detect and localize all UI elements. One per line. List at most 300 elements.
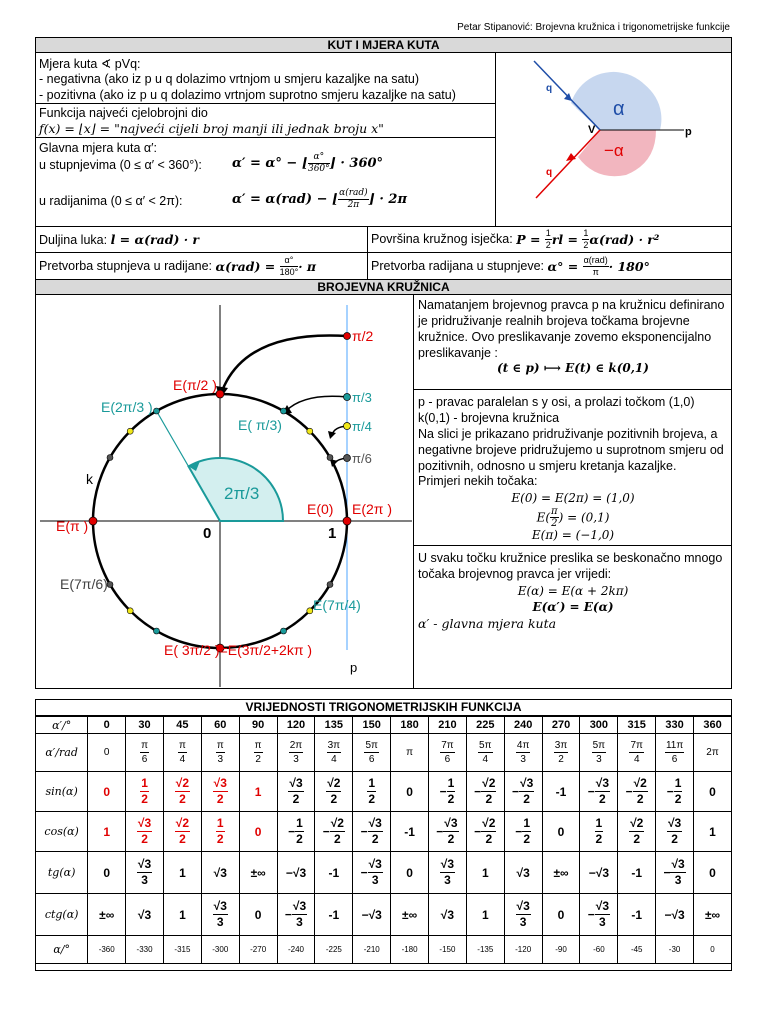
table-cell <box>429 734 467 772</box>
fraction <box>137 857 152 888</box>
circle-para3: Na slici je prikazano pridruživanje pozitivnih brojeva, a negativne brojeve pridružujemo u suprotnom smjeru od pozitivnih, odnosno u smjeru kretanja kazaljke. <box>418 427 724 473</box>
fraction-numerator: √3 <box>292 899 307 913</box>
fraction-denominator: 2 <box>216 832 224 846</box>
fraction <box>595 899 610 930</box>
point-7pi6 <box>107 582 113 588</box>
table-cell <box>429 812 467 852</box>
minus-sign: − <box>663 865 671 880</box>
fraction <box>554 739 568 766</box>
fraction-denominator: 2 <box>485 792 493 806</box>
example-3: E(π) = (−1,0) <box>531 528 615 542</box>
row-header: cos(α) <box>36 812 88 852</box>
table-cell: ±∞ <box>542 852 580 894</box>
fraction <box>292 899 307 930</box>
angle-measure-line1: Mjera kuta ∢ pVq: <box>39 57 141 71</box>
fraction-numerator: π <box>141 740 148 751</box>
label-e-7pi6: E(7π/6) <box>60 576 108 592</box>
circle-para1-formula: (t ∈ p) ⟼ E(t) ∈ k(0,1) <box>497 361 649 375</box>
fraction-numerator: π <box>216 740 224 751</box>
minus-sign: − <box>512 784 520 799</box>
fraction <box>295 816 304 847</box>
table-cell <box>277 812 315 852</box>
fraction <box>175 816 190 847</box>
table-cell: -120 <box>504 936 542 964</box>
fraction-numerator: √3 <box>368 816 382 830</box>
label-e-pi2: E(π/2 ) <box>173 377 217 393</box>
example-1: E(0) = E(2π) = (1,0) <box>511 491 635 505</box>
header-note: Petar Stipanović: Brojevna kružnica i trigonometrijske funkcije <box>457 22 730 33</box>
point-pi4 <box>307 428 313 434</box>
main-measure-deg-formula: α′ = α° − ⌊ $\frac{\alpha^\circ}{360^\circ}$ ⌋ · 360° <box>232 152 384 174</box>
fraction <box>213 899 228 930</box>
main-measure-deg-label: u stupnjevima (0 ≤ α′ < 360°): <box>39 158 202 172</box>
minus-sign: − <box>288 824 296 839</box>
fraction <box>516 739 530 766</box>
text-divider-2 <box>413 545 732 546</box>
fraction <box>519 776 534 807</box>
table-cell: -1 <box>618 852 656 894</box>
section-title-circle: BROJEVNA KRUŽNICA <box>35 279 732 295</box>
fraction-denominator: 2 <box>255 754 261 765</box>
label-e-7pi4: E(7π/4) <box>313 597 361 613</box>
fraction-denominator: 4 <box>179 754 186 765</box>
fraction-numerator: √2 <box>327 776 341 790</box>
table-cell: 1 <box>88 812 126 852</box>
fraction-numerator: √3 <box>520 776 534 790</box>
label-neg-alpha: −α <box>604 141 624 160</box>
table-cell: ±∞ <box>694 894 732 936</box>
circle-para2b: k(0,1) - brojevna kružnica <box>418 411 560 425</box>
point-pi2 <box>216 390 224 398</box>
fraction <box>674 776 683 807</box>
fraction-numerator: √2 <box>175 816 190 830</box>
table-cell: -135 <box>466 936 504 964</box>
fraction-numerator: √3 <box>213 776 227 790</box>
fraction-numerator: π <box>178 740 186 751</box>
fraction-numerator: 3π <box>554 740 568 751</box>
table-cell: 0 <box>694 936 732 964</box>
section-title-trig: VRIJEDNOSTI TRIGONOMETRIJSKIH FUNKCIJA <box>35 699 732 716</box>
table-cell: -225 <box>315 936 353 964</box>
table-cell <box>580 772 618 812</box>
fraction-denominator: 4 <box>482 754 489 765</box>
fraction-numerator: √3 <box>667 816 682 830</box>
table-cell <box>126 734 164 772</box>
table-cell: 0 <box>88 852 126 894</box>
fraction <box>478 739 492 766</box>
fraction <box>140 776 149 807</box>
fraction <box>633 776 648 807</box>
table-cell <box>126 772 164 812</box>
fraction-denominator: 2 <box>371 832 379 846</box>
table-cell <box>201 812 239 852</box>
fraction-numerator: √3 <box>595 899 609 913</box>
fraction-denominator: 2 <box>558 754 564 765</box>
table-cell <box>656 734 694 772</box>
fraction-denominator: 6 <box>444 754 451 765</box>
table-cell: √3 <box>429 894 467 936</box>
arrow-curve-pi3 <box>286 396 347 411</box>
fraction-numerator: 7π <box>441 740 454 751</box>
fraction-denominator: 2 <box>595 832 603 846</box>
table-cell: 1 <box>466 894 504 936</box>
row-header: tg(α) <box>36 852 88 894</box>
fraction-numerator: √3 <box>368 857 382 871</box>
fraction <box>175 776 190 807</box>
table-cell: -90 <box>542 936 580 964</box>
fraction-numerator: 3π <box>327 740 341 751</box>
fraction <box>326 776 341 807</box>
circle-divider <box>413 294 414 689</box>
fraction-denominator: 3 <box>141 873 148 887</box>
point-11pi6 <box>327 582 333 588</box>
fraction <box>440 857 455 888</box>
table-row <box>36 734 732 772</box>
minus-sign: − <box>284 907 292 922</box>
table-cell: 0 <box>542 894 580 936</box>
fraction <box>595 816 604 847</box>
label-angle: 2π/3 <box>224 484 260 503</box>
deg-to-rad: Pretvorba stupnjeva u radijane: α(rad) = $\frac{\alpha^\circ}{180^\circ}$ · π <box>39 255 317 277</box>
table-cell: 210 <box>429 717 467 734</box>
table-row <box>36 852 732 894</box>
fraction <box>289 739 303 766</box>
label-k: k <box>86 471 93 487</box>
number-circle-figure <box>36 295 412 688</box>
rad-to-deg: Pretvorba radijana u stupnjeve: α° = α(rad) π · 180° <box>371 255 650 277</box>
p-point-pi3 <box>344 394 351 401</box>
minus-sign: − <box>587 907 595 922</box>
angle-measure-line3: - pozitivna (ako iz p u q dolazimo vrtnjom suprotno smjeru kazaljke na satu) <box>39 88 456 102</box>
table-cell <box>429 772 467 812</box>
fraction <box>481 816 496 847</box>
row-header: α/° <box>36 936 88 964</box>
fraction-numerator: π <box>254 740 262 751</box>
table-cell <box>656 852 694 894</box>
fraction <box>595 776 610 807</box>
fraction <box>216 739 225 766</box>
main-measure-rad-formula: α′ = α(rad) − ⌊ α(rad) 2π ⌋ · 2π <box>232 188 407 210</box>
point-pi6 <box>327 455 333 461</box>
label-e-2pi3: E(2π/3 ) <box>101 399 153 415</box>
table-cell: 0 <box>88 772 126 812</box>
fraction-denominator: 3 <box>596 754 602 765</box>
fraction-numerator: 5π <box>479 740 492 751</box>
table-cell: 60 <box>201 717 239 734</box>
table-cell <box>618 734 656 772</box>
table-cell: -1 <box>542 772 580 812</box>
table-cell: 0 <box>542 812 580 852</box>
label-one: 1 <box>328 525 337 542</box>
table-cell: 120 <box>277 717 315 734</box>
fraction <box>481 776 496 807</box>
fraction-numerator: √3 <box>440 857 455 871</box>
table-cell: 0 <box>88 717 126 734</box>
fraction <box>667 816 682 847</box>
fraction-numerator: 1 <box>368 776 376 790</box>
point-4pi3 <box>154 628 160 634</box>
arrow-curve-pi2 <box>222 335 347 391</box>
table-cell: 90 <box>239 717 277 734</box>
label-p: p <box>685 126 692 138</box>
fraction-numerator: 2π <box>289 740 303 751</box>
table-cell: 0 <box>239 812 277 852</box>
table-cell: √3 <box>504 852 542 894</box>
fraction <box>178 739 187 766</box>
fraction-denominator: 3 <box>674 873 682 887</box>
row-header: sin(α) <box>36 772 88 812</box>
fraction <box>367 776 376 807</box>
fraction-numerator: 1 <box>595 816 603 830</box>
fraction-denominator: 3 <box>520 754 526 765</box>
minus-sign: − <box>436 824 444 839</box>
fraction <box>443 816 458 847</box>
table-row <box>36 812 732 852</box>
table-cell: −√3 <box>353 894 391 936</box>
angle-measure-line2: - negativna (ako iz p u q dolazimo vrtnjom u smjeru kazaljke na satu) <box>39 72 420 86</box>
fraction-denominator: 2 <box>296 832 303 846</box>
fraction-numerator: 1 <box>296 816 303 830</box>
fraction <box>330 816 345 847</box>
table-cell: 0 <box>694 852 732 894</box>
fraction-numerator: √2 <box>330 816 344 830</box>
table-cell: -360 <box>88 936 126 964</box>
fraction-denominator: 2 <box>447 792 455 806</box>
fraction-denominator: 4 <box>331 754 337 765</box>
fraction-numerator: √3 <box>595 776 609 790</box>
fraction-denominator: 2 <box>216 792 224 806</box>
fraction-numerator: 1 <box>216 816 224 830</box>
table-cell: -1 <box>391 812 429 852</box>
floor-func-formula: f(x) = ⌊x⌋ = "najveći cijeli broj manji ili jednak broju x" <box>39 121 384 136</box>
table-cell: -210 <box>353 936 391 964</box>
table-cell <box>466 812 504 852</box>
point-2pi3 <box>154 408 160 414</box>
fraction-denominator: 2 <box>485 832 493 846</box>
table-cell: 180 <box>391 717 429 734</box>
point-7pi4 <box>307 608 313 614</box>
table-cell <box>353 852 391 894</box>
label-e-pi: E(π ) <box>56 518 89 534</box>
fraction <box>254 739 263 766</box>
floor-func-title: Funkcija najveći cjelobrojni dio <box>39 106 208 120</box>
table-cell <box>504 894 542 936</box>
fraction <box>213 776 228 807</box>
row-header: α′/° <box>36 717 88 734</box>
row-header: ctg(α) <box>36 894 88 936</box>
table-cell: ±∞ <box>88 894 126 936</box>
main-measure-title: Glavna mjera kuta α′: <box>39 141 157 155</box>
table-cell: 1 <box>163 852 201 894</box>
text-divider-1 <box>413 389 732 390</box>
examples-title: Primjeri nekih točaka: <box>418 474 538 488</box>
table-cell: -1 <box>315 894 353 936</box>
table-cell <box>277 772 315 812</box>
fraction-denominator: 2 <box>368 792 376 806</box>
fraction-denominator: 2 <box>523 832 530 846</box>
fraction-numerator: √3 <box>289 776 303 790</box>
fraction-denominator: 2 <box>633 832 641 846</box>
fraction <box>368 816 383 847</box>
minus-sign: − <box>474 824 482 839</box>
label-q-bottom: q <box>546 167 553 178</box>
fraction-denominator: 4 <box>633 754 640 765</box>
fraction <box>440 739 454 766</box>
label-alpha: α <box>613 98 625 120</box>
fraction <box>140 739 149 766</box>
table-cell <box>504 812 542 852</box>
table-cell: 1 <box>466 852 504 894</box>
fraction <box>665 739 684 766</box>
fraction-numerator: 1 <box>141 776 148 790</box>
fraction <box>629 816 644 847</box>
point-5pi3 <box>281 628 287 634</box>
table-cell: π <box>391 734 429 772</box>
table-cell <box>277 734 315 772</box>
fraction-numerator: √2 <box>482 816 496 830</box>
fraction <box>364 739 378 766</box>
fraction-numerator: √3 <box>671 857 685 871</box>
point-5pi4 <box>127 608 133 614</box>
table-row <box>36 772 732 812</box>
table-cell: -240 <box>277 936 315 964</box>
point-pi <box>89 517 97 525</box>
fraction-numerator: 1 <box>447 776 455 790</box>
label-pi6: π/6 <box>352 451 372 466</box>
table-cell: 0 <box>239 894 277 936</box>
main-measure-rad-label: u radijanima (0 ≤ α′ < 2π): <box>39 194 183 208</box>
table-cell <box>126 812 164 852</box>
label-e-3pi2: E( 3π/2 )=E(3π/2+2kπ ) <box>164 642 313 658</box>
row-header: α′/rad <box>36 734 88 772</box>
table-cell <box>277 894 315 936</box>
fraction-denominator: 2 <box>523 792 530 806</box>
fraction-denominator: 2 <box>330 792 338 806</box>
fraction <box>522 816 531 847</box>
fraction <box>368 857 383 888</box>
fraction-denominator: 2 <box>447 832 455 846</box>
minus-sign: − <box>587 784 595 799</box>
p-point-pi2 <box>344 333 351 340</box>
minus-sign: − <box>360 865 368 880</box>
table-cell: 0 <box>694 772 732 812</box>
fraction-denominator: 6 <box>671 754 678 765</box>
table-cell <box>163 812 201 852</box>
table-cell: 315 <box>618 717 656 734</box>
fraction-denominator: 3 <box>217 754 224 765</box>
fraction-denominator: 3 <box>444 873 451 887</box>
table-cell: 45 <box>163 717 201 734</box>
table-cell <box>429 852 467 894</box>
table-cell: -1 <box>315 852 353 894</box>
minus-sign: − <box>474 784 482 799</box>
table-cell: 2π <box>694 734 732 772</box>
table-cell <box>618 812 656 852</box>
fraction-denominator: 2 <box>141 792 148 806</box>
point-3pi4 <box>127 428 133 434</box>
table-cell <box>126 852 164 894</box>
table-cell: -180 <box>391 936 429 964</box>
table-cell <box>580 812 618 852</box>
fraction <box>516 899 531 930</box>
fraction-numerator: 5π <box>592 740 606 751</box>
point-5pi6 <box>107 455 113 461</box>
fraction-numerator: 7π <box>630 740 643 751</box>
table-cell: -300 <box>201 936 239 964</box>
point-pi3 <box>281 408 287 414</box>
fraction-denominator: 2 <box>179 832 186 846</box>
minus-sign: − <box>322 824 330 839</box>
table-cell: 270 <box>542 717 580 734</box>
fraction <box>216 816 225 847</box>
table-cell <box>580 734 618 772</box>
table-cell <box>466 734 504 772</box>
table-row <box>36 894 732 936</box>
table-cell: 330 <box>656 717 694 734</box>
table-cell <box>201 734 239 772</box>
table-cell: −√3 <box>580 852 618 894</box>
fraction-denominator: 3 <box>216 915 224 929</box>
table-cell <box>315 812 353 852</box>
table-cell <box>163 734 201 772</box>
table-cell: 150 <box>353 717 391 734</box>
table-cell <box>201 772 239 812</box>
table-cell: −√3 <box>277 852 315 894</box>
fraction-numerator: 4π <box>516 740 530 751</box>
p-point-pi6 <box>344 455 351 462</box>
label-q-top: q <box>546 83 553 94</box>
formula-4a: E(α) = E(α + 2kπ) <box>517 584 629 598</box>
table-cell <box>201 894 239 936</box>
fraction-numerator: √2 <box>482 776 496 790</box>
fraction-denominator: 6 <box>368 754 375 765</box>
table-cell: 225 <box>466 717 504 734</box>
section-title-angle: KUT I MJERA KUTA <box>35 37 732 53</box>
fraction-denominator: 2 <box>599 792 606 806</box>
fraction-numerator: √2 <box>633 776 647 790</box>
table-cell: -45 <box>618 936 656 964</box>
table-row <box>36 717 732 734</box>
fraction-denominator: 3 <box>293 754 299 765</box>
label-pi3: π/3 <box>352 390 372 405</box>
table-cell: 1 <box>239 772 277 812</box>
fraction-denominator: 2 <box>141 832 148 846</box>
fraction-denominator: 2 <box>179 792 186 806</box>
label-p: p <box>350 660 358 675</box>
point-e0 <box>343 517 351 525</box>
table-cell: 135 <box>315 717 353 734</box>
table-cell: -60 <box>580 936 618 964</box>
angle-diagram <box>496 53 731 226</box>
table-cell: 360 <box>694 717 732 734</box>
fraction-numerator: 1 <box>674 776 682 790</box>
fraction-denominator: 6 <box>141 754 148 765</box>
fraction <box>670 857 685 888</box>
label-pi2: π/2 <box>352 328 374 344</box>
fraction-numerator: 5π <box>365 740 378 751</box>
arc-length: Duljina luka: l = α(rad) · r <box>39 232 200 247</box>
table-cell <box>580 894 618 936</box>
fraction-numerator: 1 <box>523 816 530 830</box>
table-row <box>36 936 732 964</box>
note-4: α′ - glavna mjera kuta <box>418 616 557 631</box>
fraction <box>327 739 341 766</box>
label-zero: 0 <box>203 525 212 542</box>
fraction-denominator: 2 <box>636 792 644 806</box>
table-cell: ±∞ <box>391 894 429 936</box>
fraction-numerator: √3 <box>444 816 458 830</box>
table-cell: 1 <box>163 894 201 936</box>
